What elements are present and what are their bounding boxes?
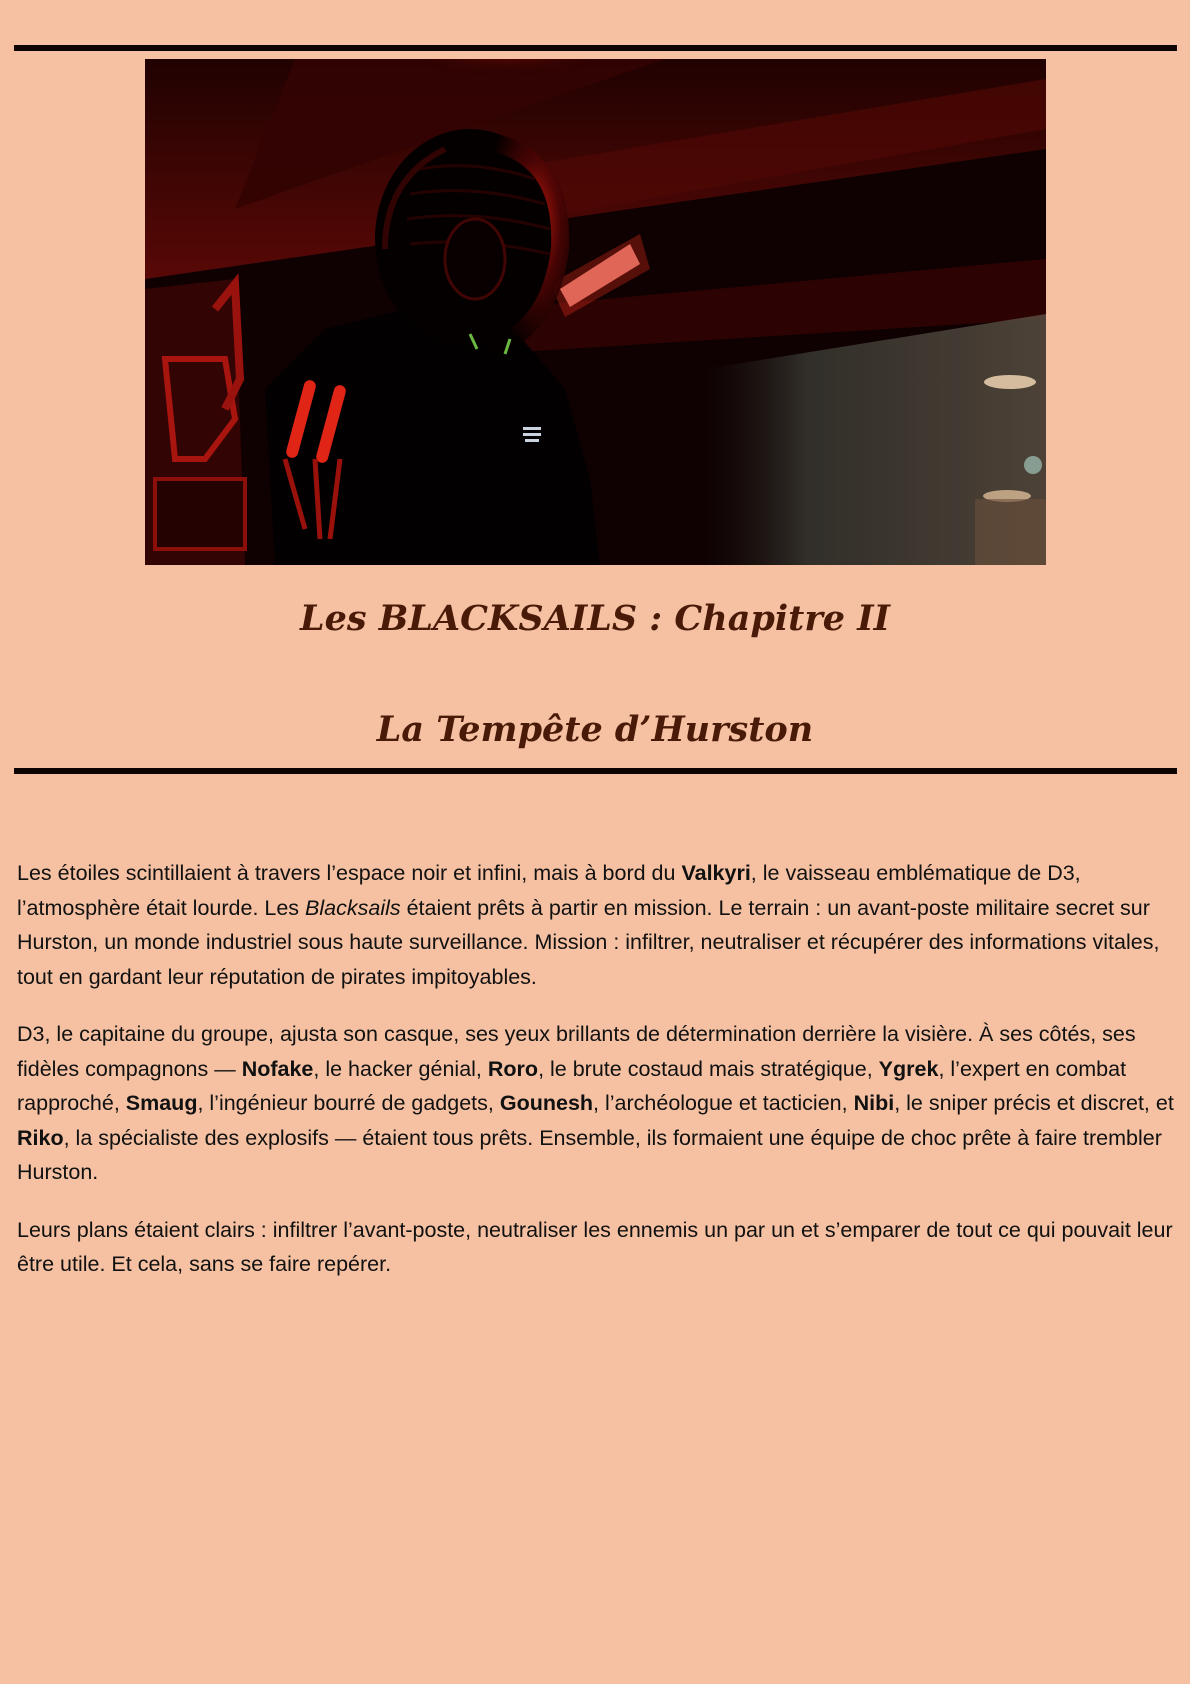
armored-figure-icon xyxy=(145,59,1046,565)
character-name: Nibi xyxy=(853,1091,895,1115)
text-run: étaient prêts à partir en mission. Le terrain : un avant-poste militaire secret sur Hurston, un monde industriel sous haute surveillance. Mission : infiltrer, neutraliser et récupérer des informations vitales, tout en gardant leur réputation de pirates impitoyables. xyxy=(17,895,1160,989)
text-run: , l’archéologue et tacticien, xyxy=(593,1091,854,1115)
character-name: Valkyri xyxy=(681,861,751,885)
text-run: , le vaisseau emblématique de D3, l’atmosphère était lourde. Les xyxy=(17,861,1081,920)
paragraph xyxy=(17,856,1177,994)
text-run: Leurs plans étaient clairs : infiltrer l’avant-poste, neutraliser les ennemis un par un et s’emparer de tout ce qui pouvait leur être utile. Et cela, sans se faire repérer. xyxy=(17,1217,1173,1276)
text-run: , le hacker génial, xyxy=(313,1056,488,1081)
bottom-divider xyxy=(14,768,1177,774)
text-run: , le sniper précis et discret, et xyxy=(894,1091,1174,1115)
story-body xyxy=(17,856,1177,1305)
chapter-subtitle: La Tempête d’Hurston xyxy=(376,709,814,750)
text-run: Les étoiles scintillaient à travers l’espace noir et infini, mais à bord du xyxy=(17,861,682,885)
text-run: , l’ingénieur bourré de gadgets, xyxy=(197,1091,500,1115)
emphasis-text: Blacksails xyxy=(305,895,401,920)
character-name: Riko xyxy=(17,1125,64,1150)
character-name: Nofake xyxy=(241,1056,314,1081)
paragraph xyxy=(17,1017,1177,1190)
text-run: , la spécialiste des explosifs — étaient tous prêts. Ensemble, ils formaient une équipe de choc prête à faire trembler Hurston. xyxy=(17,1125,1162,1184)
character-name: Gounesh xyxy=(499,1091,594,1115)
character-name: Ygrek xyxy=(878,1056,939,1081)
chapter-title: Les BLACKSAILS : Chapitre II xyxy=(300,598,890,639)
top-divider xyxy=(14,45,1177,51)
paragraph xyxy=(17,1213,1177,1282)
text-run: , le brute costaud mais stratégique, xyxy=(538,1056,879,1081)
character-name: Smaug xyxy=(125,1091,198,1115)
text-run: D3, le capitaine du groupe, ajusta son casque, ses yeux brillants de détermination derrière la visière. À ses côtés, ses fidèles compagnons — xyxy=(17,1022,1136,1081)
character-name: Roro xyxy=(487,1056,539,1081)
text-run: , l’expert en combat rapproché, xyxy=(17,1056,1127,1115)
hero-image xyxy=(145,59,1046,565)
